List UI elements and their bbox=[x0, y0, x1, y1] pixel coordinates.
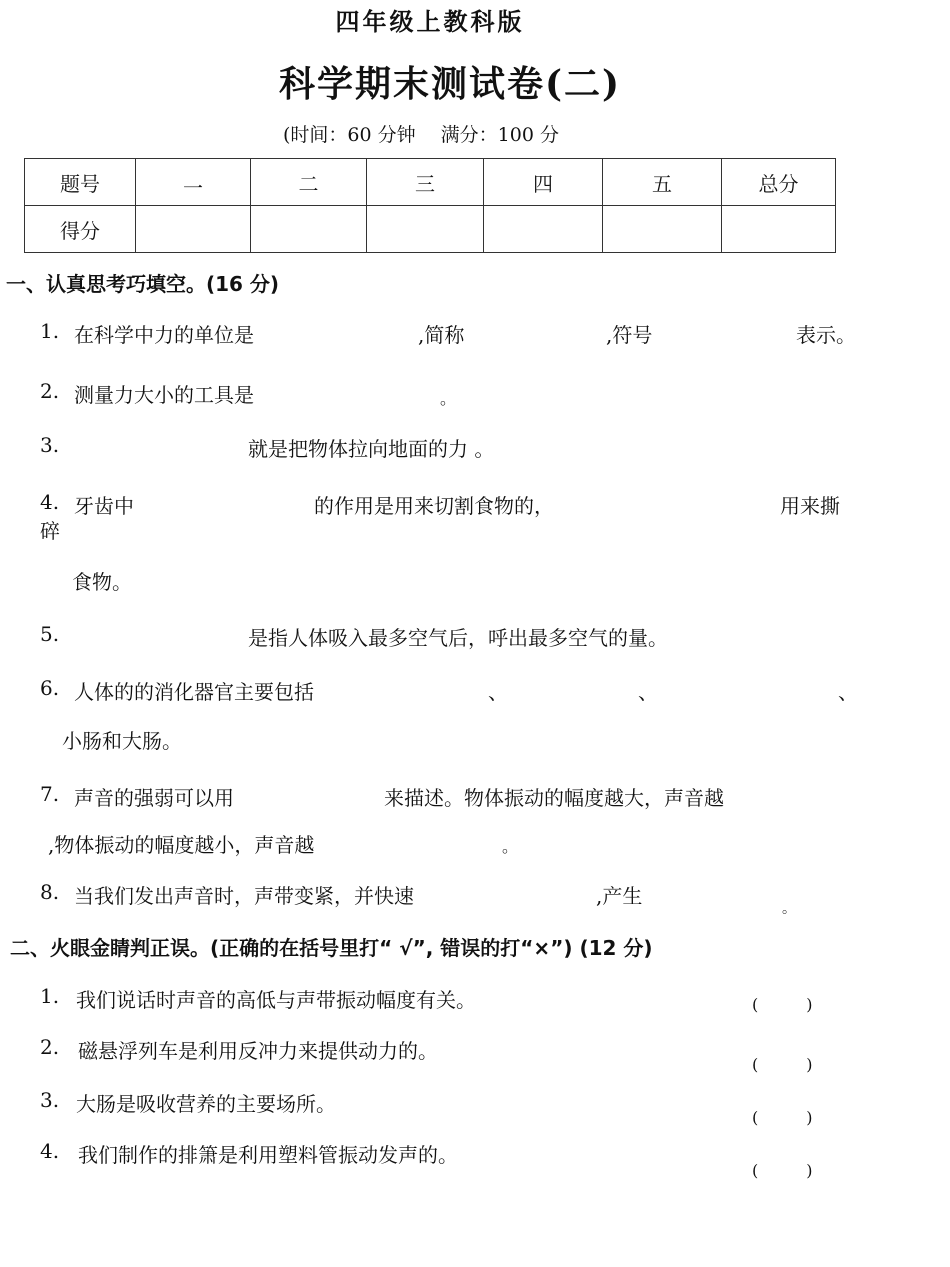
score-input-total[interactable] bbox=[722, 206, 836, 253]
q8-number: 8. bbox=[40, 880, 60, 904]
q1-text-d: 表示。 bbox=[796, 323, 856, 347]
score-input-5[interactable] bbox=[603, 206, 722, 253]
judge-item-4-answer-box[interactable]: ( ) bbox=[752, 1161, 813, 1180]
q2-text-b: 。 bbox=[440, 389, 457, 408]
judge-item-4-text: 我们制作的排箫是利用塑料管振动发声的。 bbox=[78, 1143, 458, 1167]
q5-text-a: 是指人体吸入最多空气后，呼出最多空气的量。 bbox=[248, 626, 668, 650]
q5-number: 5. bbox=[40, 622, 60, 646]
score-input-2[interactable] bbox=[251, 206, 367, 253]
q4-text-b: 的作用是用来切割食物的， bbox=[314, 494, 554, 518]
judge-item-3-text: 大肠是吸收营养的主要场所。 bbox=[76, 1092, 336, 1116]
judge-item-4-number: 4. bbox=[40, 1139, 60, 1163]
q1-text-a: 在科学中力的单位是 bbox=[74, 323, 254, 347]
cell-part-5: 五 bbox=[603, 159, 722, 206]
q6-text-c: 、 bbox=[638, 680, 658, 704]
judge-item-1-number: 1. bbox=[40, 984, 60, 1008]
q4-text-e: 食物。 bbox=[72, 570, 132, 594]
q4-text-a: 牙齿中 bbox=[74, 494, 134, 518]
judge-item-3-answer-box[interactable]: ( ) bbox=[752, 1108, 813, 1127]
score-input-1[interactable] bbox=[136, 206, 251, 253]
q6-text-a: 人体的的消化器官主要包括 bbox=[74, 680, 314, 704]
q7-number: 7. bbox=[40, 782, 60, 806]
score-table bbox=[24, 158, 836, 253]
cell-question-number: 题号 bbox=[25, 159, 136, 206]
score-table-score-row bbox=[25, 206, 836, 253]
q6-number: 6. bbox=[40, 676, 60, 700]
section2-heading: 二、火眼金睛判正误。(正确的在括号里打“ √”, 错误的打“×”) (12 分) bbox=[10, 936, 653, 960]
q1-text-c: ,符号 bbox=[606, 323, 653, 347]
q8-text-b: ,产生 bbox=[596, 884, 643, 908]
q7-text-b: 来描述。物体振动的幅度越大，声音越 bbox=[384, 786, 724, 810]
cell-part-3: 三 bbox=[367, 159, 484, 206]
q6-text-d: 、 bbox=[838, 680, 858, 704]
q4-text-d: 碎 bbox=[40, 519, 60, 543]
judge-item-2-number: 2. bbox=[40, 1035, 60, 1059]
score-input-4[interactable] bbox=[484, 206, 603, 253]
cell-score-label: 得分 bbox=[25, 206, 136, 253]
q2-text-a: 测量力大小的工具是 bbox=[74, 383, 254, 407]
cell-part-1: 一 bbox=[136, 159, 251, 206]
exam-subtitle: 四年级上教科版 bbox=[335, 7, 525, 36]
q8-text-c: 。 bbox=[782, 901, 796, 917]
judge-item-2-answer-box[interactable]: ( ) bbox=[752, 1055, 813, 1074]
q2-number: 2. bbox=[40, 379, 60, 403]
q4-text-c: 用来撕 bbox=[780, 494, 840, 518]
judge-item-3-number: 3. bbox=[40, 1088, 60, 1112]
judge-item-1-text: 我们说话时声音的高低与声带振动幅度有关。 bbox=[76, 988, 476, 1012]
judge-item-1-answer-box[interactable]: ( ) bbox=[752, 995, 813, 1014]
score-table-header-row bbox=[25, 159, 836, 206]
q1-text-b: ,简称 bbox=[418, 323, 465, 347]
q6-text-b: 、 bbox=[488, 680, 508, 704]
judge-item-2-text: 磁悬浮列车是利用反冲力来提供动力的。 bbox=[78, 1039, 438, 1063]
q3-text-a: 就是把物体拉向地面的力 。 bbox=[248, 437, 495, 461]
q8-text-a: 当我们发出声音时，声带变紧，并快速 bbox=[74, 884, 414, 908]
score-input-3[interactable] bbox=[367, 206, 484, 253]
q7-text-d: 。 bbox=[502, 837, 519, 856]
cell-total: 总分 bbox=[722, 159, 836, 206]
q7-text-a: 声音的强弱可以用 bbox=[74, 786, 234, 810]
section1-heading: 一、认真思考巧填空。(16 分) bbox=[6, 272, 280, 296]
cell-part-4: 四 bbox=[484, 159, 603, 206]
exam-title: 科学期末测试卷(二) bbox=[278, 63, 622, 105]
q7-text-c: ,物体振动的幅度越小，声音越 bbox=[48, 833, 315, 857]
time-info: (时间：60 分钟 满分：100 分 bbox=[283, 124, 559, 146]
q4-number: 4. bbox=[40, 490, 60, 514]
q6-text-e: 小肠和大肠。 bbox=[62, 729, 182, 753]
q3-number: 3. bbox=[40, 433, 60, 457]
cell-part-2: 二 bbox=[251, 159, 367, 206]
q1-number: 1. bbox=[40, 319, 60, 343]
